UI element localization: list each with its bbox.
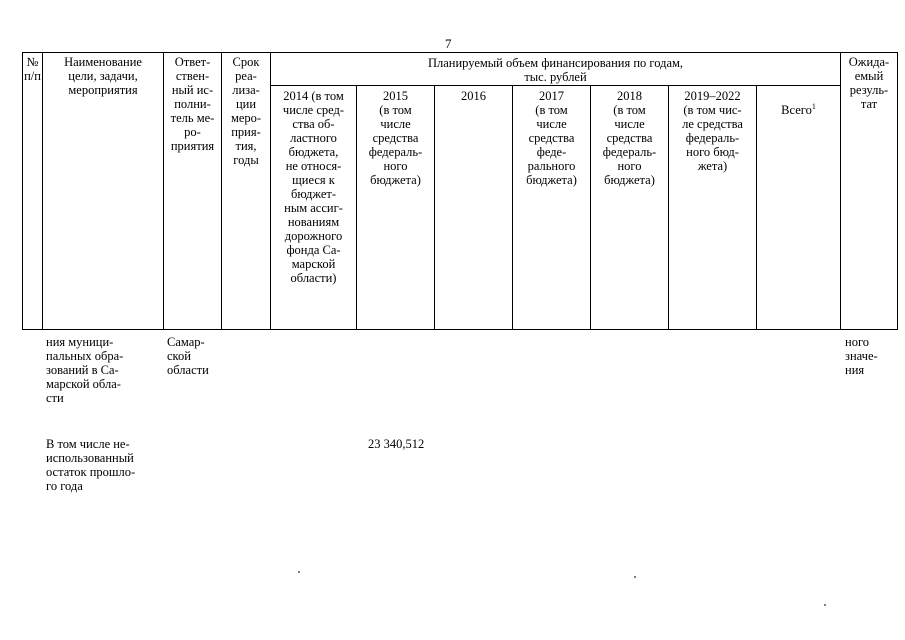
financing-table-header bbox=[22, 52, 898, 330]
header-total-footnote: 1 bbox=[811, 101, 816, 111]
header-year-2014: 2014 (в том числе сред- ства об- ластного бюджета, не относя- щиеся к бюджет- ным ассиг- нованиям дорожного фонда Са- марской области) bbox=[282, 89, 345, 285]
header-total-label: Всего bbox=[781, 103, 812, 117]
table-right-border bbox=[897, 52, 898, 330]
row-name-continuation: ния муници- пальных обра- зований в Са- марской обла- сти bbox=[46, 335, 124, 405]
page-number: 7 bbox=[445, 36, 452, 51]
header-year-2019-2022: 2019–2022 (в том чис- ле средства федераль- ного бюд- жета) bbox=[682, 89, 743, 173]
header-name: Наименование цели, задачи, мероприятия bbox=[64, 55, 142, 97]
header-year-2018: 2018 (в том числе средства федераль- ного бюджета) bbox=[602, 89, 657, 187]
table-left-border bbox=[22, 52, 23, 330]
scan-speck bbox=[298, 571, 300, 573]
scan-speck bbox=[824, 604, 826, 606]
header-term: Срок реа- лиза- ции меро- прия- тия, годы bbox=[230, 55, 262, 167]
table-top-border bbox=[22, 52, 898, 53]
header-year-2015: 2015 (в том числе средства федераль- ного бюджета) bbox=[368, 89, 423, 187]
col-divider-total bbox=[756, 85, 757, 330]
row-responsible-continuation: Самар- ской области bbox=[167, 335, 209, 377]
subitem-label: В том числе не- использованный остаток прошло- го года bbox=[46, 437, 136, 493]
header-responsible: Ответ- ствен- ный ис- полни- тель ме- ро- приятия bbox=[170, 55, 215, 153]
header-year-2016: 2016 bbox=[461, 89, 486, 103]
scan-speck bbox=[634, 576, 636, 578]
table-header-bottom-border bbox=[22, 329, 898, 330]
header-expected-result: Ожида- емый резуль- тат bbox=[848, 55, 890, 111]
header-funding: Планируемый объем финансирования по годам, тыс. рублей bbox=[427, 56, 684, 84]
header-year-2017: 2017 (в том числе средства феде- рального бюджета) bbox=[526, 89, 577, 187]
header-total bbox=[757, 89, 840, 117]
row-expected-continuation: ного значе- ния bbox=[845, 335, 878, 377]
col-divider-2016 bbox=[434, 85, 435, 330]
header-num: № п/п bbox=[24, 55, 41, 83]
subitem-2015-value: 23 340,512 bbox=[368, 437, 425, 451]
